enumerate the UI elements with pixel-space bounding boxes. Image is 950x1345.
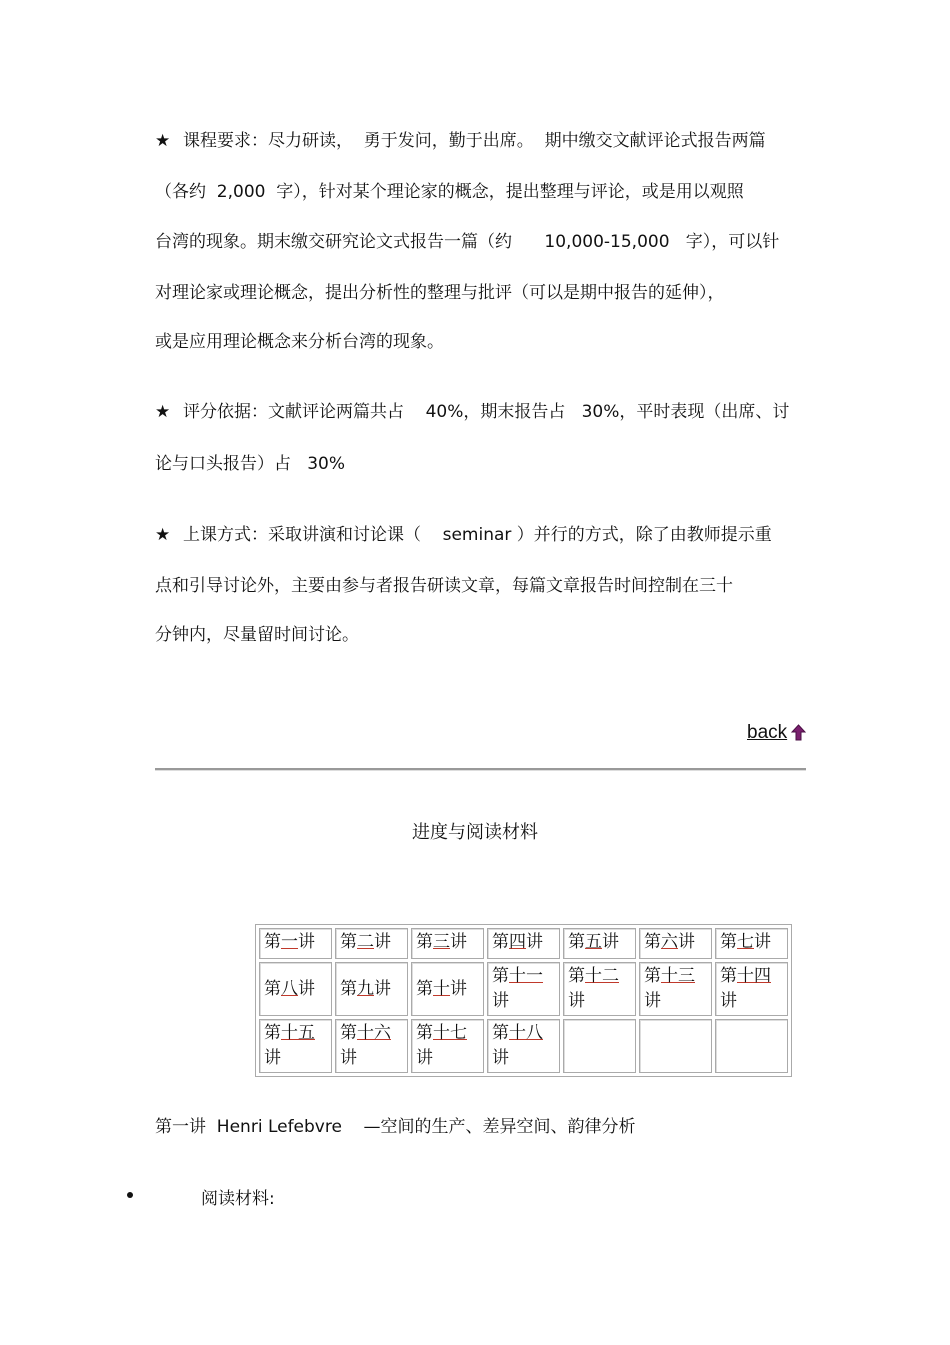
lecture-number[interactable]: 七	[737, 932, 754, 952]
reading-materials-label: 阅读材料:	[201, 1189, 275, 1209]
lecture-link[interactable]	[487, 928, 560, 959]
method-line-2: 点和引导讨论外，主要由参与者报告研读文章，每篇文章报告时间控制在三十	[155, 576, 733, 596]
lecture-prefix: 第	[416, 978, 433, 999]
lecture-number[interactable]: 十七	[433, 1023, 467, 1043]
lecture-prefix: 第	[492, 966, 509, 986]
lecture-number[interactable]: 十八	[509, 1023, 543, 1043]
lecture-prefix: 第	[568, 932, 585, 952]
lecture-number[interactable]: 六	[661, 932, 678, 952]
lecture-prefix: 第	[720, 966, 737, 986]
lecture-1-heading: 第一讲 Henri Lefebvre —空间的生产、差异空间、韵律分析	[155, 1117, 636, 1137]
horizontal-divider	[155, 768, 806, 771]
method-line-1	[155, 524, 772, 546]
up-arrow-icon[interactable]	[791, 724, 806, 741]
lecture-number[interactable]: 十一	[509, 966, 543, 986]
lecture-suffix: 讲	[374, 978, 391, 999]
star-icon: ★	[155, 525, 171, 545]
lecture-suffix: 讲	[264, 1048, 281, 1068]
lecture-prefix: 第	[492, 932, 509, 952]
lecture-link[interactable]	[715, 928, 788, 959]
lecture-link[interactable]	[335, 962, 408, 1016]
lecture-suffix: 讲	[644, 991, 661, 1011]
lecture-number[interactable]: 五	[585, 932, 602, 952]
lecture-link[interactable]	[563, 928, 636, 959]
bullet-icon	[127, 1192, 133, 1198]
lecture-link[interactable]	[335, 1019, 408, 1073]
lecture-suffix: 讲	[340, 1048, 357, 1068]
lecture-prefix: 第	[568, 966, 585, 986]
lecture-suffix: 讲	[492, 1048, 509, 1068]
requirements-line-1	[155, 130, 766, 152]
lecture-number[interactable]: 四	[509, 932, 526, 952]
lecture-row	[259, 1019, 788, 1073]
lecture-number[interactable]: 十六	[357, 1023, 391, 1043]
lecture-prefix: 第	[264, 978, 281, 999]
lecture-number[interactable]: 九	[357, 978, 374, 999]
lecture-prefix: 第	[264, 1023, 281, 1043]
lecture-suffix: 讲	[416, 1048, 433, 1068]
star-icon: ★	[155, 131, 171, 151]
star-icon: ★	[155, 402, 171, 422]
lecture-suffix: 讲	[492, 991, 509, 1011]
lecture-number[interactable]: 十四	[737, 966, 771, 986]
lecture-number[interactable]: 十五	[281, 1023, 315, 1043]
method-text-1: 上课方式：采取讲演和讨论课（ seminar ）并行的方式，除了由教师提示重	[183, 525, 772, 545]
lecture-link[interactable]	[411, 928, 484, 959]
lecture-link[interactable]	[335, 928, 408, 959]
requirements-line-3: 台湾的现象。期末缴交研究论文式报告一篇（约 10,000-15,000 字），可以针	[155, 232, 780, 252]
lecture-number[interactable]: 八	[281, 978, 298, 999]
lecture-prefix: 第	[492, 1023, 509, 1043]
lecture-number[interactable]: 十二	[585, 966, 619, 986]
back-link[interactable]: back	[747, 722, 788, 743]
lecture-prefix: 第	[644, 966, 661, 986]
requirements-line-4: 对理论家或理论概念，提出分析性的整理与批评（可以是期中报告的延伸），	[155, 283, 725, 303]
lecture-link[interactable]	[259, 928, 332, 959]
lecture-suffix: 讲	[450, 978, 467, 999]
lecture-index-table	[255, 924, 792, 1077]
lecture-row	[259, 962, 788, 1016]
grading-text-1: 评分依据：文献评论两篇共占 40%，期末报告占 30%，平时表现（出席、讨	[183, 402, 790, 422]
lecture-link[interactable]	[411, 962, 484, 1016]
requirements-text-1: 课程要求：尽力研读， 勇于发问，勤于出席。 期中缴交文献评论式报告两篇	[183, 131, 766, 151]
lecture-link[interactable]	[487, 962, 560, 1016]
lecture-number[interactable]: 十三	[661, 966, 695, 986]
lecture-suffix: 讲	[720, 991, 737, 1011]
lecture-prefix: 第	[340, 932, 357, 952]
lecture-link[interactable]	[487, 1019, 560, 1073]
lecture-link[interactable]	[639, 962, 712, 1016]
lecture-prefix: 第	[340, 1023, 357, 1043]
empty-cell	[639, 1019, 712, 1073]
requirements-line-5: 或是应用理论概念来分析台湾的现象。	[155, 332, 444, 352]
lecture-link[interactable]	[259, 1019, 332, 1073]
lecture-suffix: 讲	[298, 978, 315, 999]
lecture-link[interactable]	[563, 962, 636, 1016]
lecture-link[interactable]	[259, 962, 332, 1016]
grading-line-2: 论与口头报告）占 30%	[155, 454, 345, 474]
lecture-prefix: 第	[416, 1023, 433, 1043]
lecture-suffix: 讲	[754, 932, 771, 952]
lecture-link[interactable]	[639, 928, 712, 959]
method-line-3: 分钟内，尽量留时间讨论。	[155, 625, 359, 645]
lecture-prefix: 第	[340, 978, 357, 999]
lecture-link[interactable]	[715, 962, 788, 1016]
lecture-prefix: 第	[644, 932, 661, 952]
lecture-prefix: 第	[264, 932, 281, 952]
lecture-suffix: 讲	[678, 932, 695, 952]
lecture-suffix: 讲	[526, 932, 543, 952]
empty-cell	[563, 1019, 636, 1073]
lecture-link[interactable]	[411, 1019, 484, 1073]
lecture-suffix: 讲	[298, 932, 315, 952]
grading-line-1	[155, 401, 789, 423]
lecture-number[interactable]: 三	[433, 932, 450, 952]
lecture-prefix: 第	[720, 932, 737, 952]
schedule-title: 进度与阅读材料	[412, 822, 538, 843]
requirements-line-2: （各约 2,000 字），针对某个理论家的概念，提出整理与评论，或是用以观照	[155, 182, 744, 202]
lecture-prefix: 第	[416, 932, 433, 952]
lecture-suffix: 讲	[374, 932, 391, 952]
lecture-suffix: 讲	[450, 932, 467, 952]
lecture-row	[259, 928, 788, 959]
lecture-suffix: 讲	[602, 932, 619, 952]
lecture-number[interactable]: 一	[281, 932, 298, 952]
lecture-number[interactable]: 十	[433, 978, 450, 999]
lecture-suffix: 讲	[568, 991, 585, 1011]
lecture-number[interactable]: 二	[357, 932, 374, 952]
empty-cell	[715, 1019, 788, 1073]
